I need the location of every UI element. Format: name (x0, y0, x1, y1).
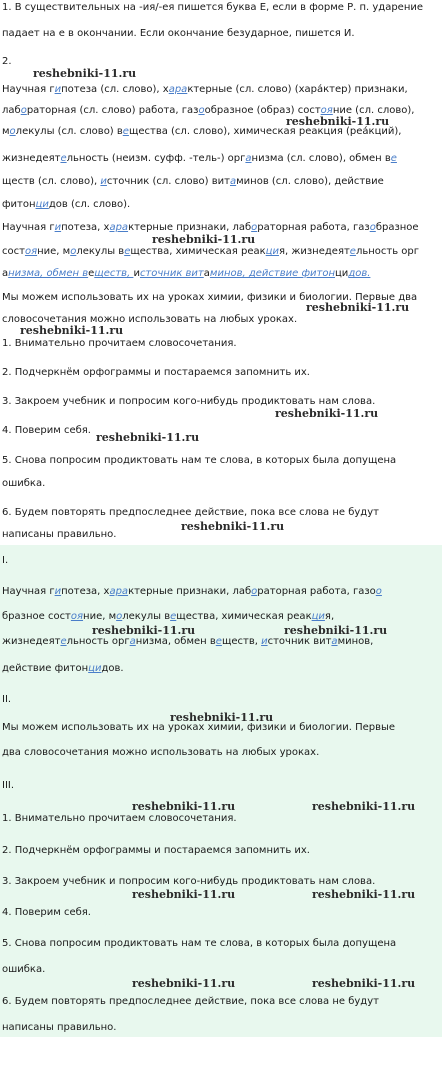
orthogram-letter: е (349, 246, 356, 257)
watermark: reshebniki-11.ru (132, 977, 236, 990)
orthogram-letter: е (390, 153, 397, 164)
orthogram-letter: е (60, 153, 67, 164)
text-segment: фитон (2, 199, 36, 210)
orthogram-letter: ществ, (94, 268, 134, 279)
orthogram-letter: о (198, 105, 205, 116)
text-segment: жизнедеят (2, 153, 61, 164)
part-3-step-6-line-2: написаны правильно. (2, 1022, 117, 1033)
orthogram-letter: о (369, 222, 376, 233)
orthogram-letter: о (116, 611, 123, 622)
part-1-line-2 (2, 611, 334, 623)
orthogram-letter: е (122, 126, 129, 137)
text-segment: и (133, 268, 140, 279)
task-number-2: 2. (2, 56, 12, 67)
text-segment: щества, химическая реак (130, 246, 266, 257)
text-segment: щества (сл. слово), химическая реакция (реа́кций), (128, 126, 402, 137)
part-1-line-3 (2, 636, 373, 648)
text-segment: е (88, 268, 95, 279)
text-segment: льность орг (355, 246, 419, 257)
orthogram-letter: и (261, 636, 268, 647)
part-3-step-6-line-1: 6. Будем повторять предпоследнее действие, пока все слова не будут (2, 996, 379, 1007)
text-segment: ние, м (83, 611, 117, 622)
text-segment: дов. (101, 663, 124, 674)
text-segment: потеза (сл. слово), х (61, 84, 169, 95)
orthogram-letter: ара (109, 222, 129, 233)
text-segment: лаб (2, 105, 21, 116)
text-segment: щества, химическая реак (176, 611, 312, 622)
part-3-step-4: 4. Поверим себя. (2, 907, 91, 918)
text-segment: ществ (сл. слово), (2, 176, 101, 187)
orthogram-letter: ци (311, 611, 325, 622)
part-2-heading: II. (2, 694, 12, 705)
orthogram-letter: а (129, 636, 136, 647)
text-segment: Научная г (2, 586, 55, 597)
part-1-line-1 (2, 586, 382, 598)
text-segment: лекулы (сл. слово) в (15, 126, 123, 137)
text-segment: м (2, 126, 10, 137)
orthogram-letter: о (9, 126, 16, 137)
text-segment: действие фитон (2, 663, 89, 674)
orthogram-letter: оя (24, 246, 38, 257)
orthogram-letter: е (60, 636, 67, 647)
watermark: reshebniki-11.ru (132, 888, 236, 901)
orthogram-letter: низма, обмен в (8, 268, 89, 279)
orthogram-letter: и (100, 176, 107, 187)
orthogram-letter: ара (168, 84, 188, 95)
orthogram-letter: и (54, 84, 62, 95)
orthogram-letter: оя (70, 611, 84, 622)
word-list-line-4 (2, 153, 397, 165)
text-segment: сточник (сл. слово) вит (106, 176, 230, 187)
text-segment: а (203, 268, 210, 279)
text-segment: низма (сл. слово), обмен в (251, 153, 391, 164)
text-segment: а (2, 268, 9, 279)
usage-line-1: Мы можем использовать их на уроках химии, физики и биологии. Первые два (2, 292, 418, 303)
part-3-step-5-line-2: ошибка. (2, 964, 46, 975)
part-3-step-2: 2. Подчеркнём орфограммы и постараемся запомнить их. (2, 845, 310, 856)
orthogram-letter: е (124, 246, 131, 257)
watermark: reshebniki-11.ru (312, 888, 416, 901)
orthogram-letter: о (251, 222, 258, 233)
orthogram-letter: о (251, 586, 258, 597)
word-list-line-6 (2, 199, 130, 211)
orthogram-letter: и (54, 222, 62, 233)
orthogram-letter: о (375, 586, 382, 597)
text-segment: раторная работа, газ (257, 222, 370, 233)
orthogram-letter: е (170, 611, 177, 622)
watermark: reshebniki-11.ru (152, 233, 256, 246)
text-segment: сост (2, 246, 25, 257)
text-segment: Научная г (2, 84, 55, 95)
orthogram-letter: оя (320, 105, 333, 116)
text-segment: льность (неизм. суфф. -тель-) орг (66, 153, 246, 164)
text-segment: я, жизнедеят (278, 246, 350, 257)
orthogram-letter: ци (88, 663, 102, 674)
part-2-line-2: два словосочетания можно использовать на любых уроках. (2, 747, 320, 758)
watermark: reshebniki-11.ru (306, 301, 410, 314)
watermark: reshebniki-11.ru (96, 431, 200, 444)
step-1: 1. Внимательно прочитаем словосочетания. (2, 338, 237, 349)
text-segment: бразное сост (2, 611, 71, 622)
watermark: reshebniki-11.ru (275, 407, 379, 420)
text-segment: раторная работа, газо (257, 586, 376, 597)
clean-list-line-3 (2, 268, 370, 280)
orthogram-letter: о (20, 105, 27, 116)
orthogram-letter: е (215, 636, 222, 647)
text-segment: ществ, (221, 636, 262, 647)
step-6-line-1: 6. Будем повторять предпоследнее действие, пока все слова не будут (2, 507, 379, 518)
text-segment: потеза, х (61, 222, 110, 233)
text-segment: я, (324, 611, 335, 622)
orthogram-letter: ци (265, 246, 279, 257)
text-segment: низма, обмен в (135, 636, 216, 647)
watermark: reshebniki-11.ru (170, 711, 274, 724)
step-5-line-2: ошибка. (2, 478, 46, 489)
orthogram-letter: и (54, 586, 62, 597)
orthogram-letter: о (70, 246, 77, 257)
step-4: 4. Поверим себя. (2, 425, 91, 436)
text-segment: льность орг (66, 636, 130, 647)
step-2: 2. Подчеркнём орфограммы и постараемся запомнить их. (2, 367, 310, 378)
watermark: reshebniki-11.ru (284, 624, 388, 637)
part-3-step-5-line-1: 5. Снова попросим продиктовать нам те слова, в которых была допущена (2, 938, 397, 949)
orthogram-letter: а (331, 636, 338, 647)
part-2-line-1: Мы можем использовать их на уроках химии, физики и биологии. Первые (2, 722, 396, 733)
watermark: reshebniki-11.ru (312, 800, 416, 813)
watermark: reshebniki-11.ru (20, 324, 124, 337)
clean-list-line-2 (2, 246, 419, 258)
watermark: reshebniki-11.ru (132, 800, 236, 813)
text-segment: минов (сл. слово), действие (236, 176, 384, 187)
text-segment: ктерные (сл. слово) (хара́ктер) признаки, (187, 84, 408, 95)
text-segment: ктерные признаки, лаб (128, 586, 252, 597)
part-1-heading: I. (2, 555, 9, 566)
text-segment: раторная (сл. слово) работа, газ (26, 105, 199, 116)
orthogram-letter: минов, действие фитон (209, 268, 335, 279)
orthogram-letter: а (229, 176, 237, 187)
watermark: reshebniki-11.ru (312, 977, 416, 990)
orthogram-letter: сточник вит (139, 268, 204, 279)
watermark: reshebniki-11.ru (286, 115, 390, 128)
text-segment: ци (335, 268, 349, 279)
text-segment: сточник вит (267, 636, 332, 647)
text-segment: дов (сл. слово). (48, 199, 131, 210)
text-segment: минов, (337, 636, 374, 647)
text-segment: лекулы в (122, 611, 171, 622)
text-segment: лекулы в (76, 246, 125, 257)
text-segment: ктерные признаки, лаб (128, 222, 252, 233)
rule-line-2: падает на е в окончании. Если окончание безударное, пишется И. (2, 28, 355, 39)
step-6-line-2: написаны правильно. (2, 529, 117, 540)
orthogram-letter: а (245, 153, 252, 164)
word-list-line-5 (2, 176, 384, 188)
usage-line-2: словосочетания можно использовать на любых уроках. (2, 314, 298, 325)
text-segment: жизнедеят (2, 636, 61, 647)
orthogram-letter: дов. (348, 268, 371, 279)
orthogram-letter: ара (109, 586, 129, 597)
rule-line-1: 1. В существительных на -ия/-ея пишется буква Е, если в форме Р. п. ударение (2, 2, 424, 13)
part-3-heading: III. (2, 780, 15, 791)
text-segment: образное (образ) сост (204, 105, 321, 116)
step-5-line-1: 5. Снова попросим продиктовать нам те слова, в которых была допущена (2, 455, 397, 466)
watermark: reshebniki-11.ru (33, 67, 137, 80)
part-1-line-4 (2, 663, 124, 675)
part-3-step-1: 1. Внимательно прочитаем словосочетания. (2, 813, 237, 824)
step-3: 3. Закроем учебник и попросим кого-нибудь продиктовать нам слова. (2, 396, 376, 407)
text-segment: Научная г (2, 222, 55, 233)
text-segment: бразное (375, 222, 419, 233)
watermark: reshebniki-11.ru (92, 624, 196, 637)
text-segment: ние (сл. слово), (332, 105, 415, 116)
text-segment: ние, м (37, 246, 71, 257)
orthogram-letter: ци (35, 199, 49, 210)
watermark: reshebniki-11.ru (181, 520, 285, 533)
text-segment: потеза, х (61, 586, 110, 597)
word-list-line-1 (2, 84, 408, 96)
part-3-step-3: 3. Закроем учебник и попросим кого-нибудь продиктовать нам слова. (2, 876, 376, 887)
